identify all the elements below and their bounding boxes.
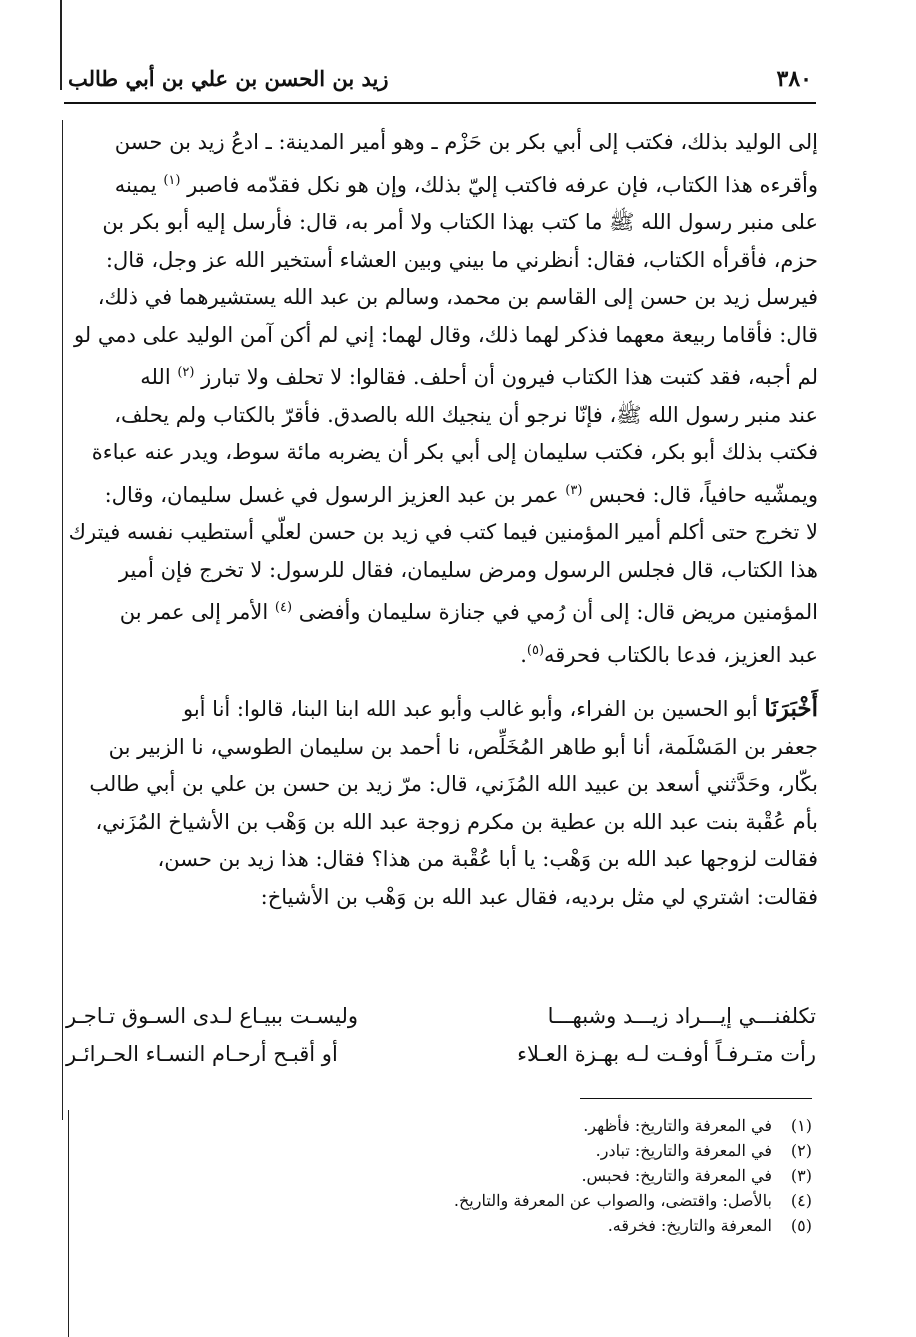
footnote-item: (٢)في المعرفة والتاريخ: تبادر. xyxy=(595,1141,812,1160)
body-line: ويمشّيه حافياً، قال: فحبس $^{(٣)}$ عمر بن عبد العزيز الرسول في غسل سليمان، وقال: xyxy=(104,482,818,507)
poem-hemistich-first: رأت متـرفـاً أوفـت لـه بهـزة العـلاء xyxy=(517,1042,816,1066)
running-title: زيد بن الحسن بن علي بن أبي طالب xyxy=(68,66,389,91)
body-line: لم أجبه، فقد كتبت هذا الكتاب فيرون أن أحلف. فقالوا: لا تحلف ولا تبارز $^{(٢)}$ الله xyxy=(140,365,818,389)
page-header xyxy=(64,62,816,104)
footnote-mark: (٥) xyxy=(526,642,545,658)
akhbarana-keyword: أَخْبَرَنَا xyxy=(764,695,818,722)
body-line: عبد العزيز، فدعا بالكتاب فحرقه$^{(٥)}$. xyxy=(520,642,818,667)
footnote-divider xyxy=(580,1098,812,1099)
body-line: أَخْبَرَنَا أبو الحسين بن الفراء، وأبو غالب وأبو عبد الله ابنا البنا، قالوا: أنا أبو xyxy=(182,695,818,722)
body-line: بكّار، وحَدَّثني أسعد بن عبيد الله المُزَني، قال: مرّ زيد بن حسن بن علي بن أبي طالب xyxy=(89,772,818,796)
body-line: إلى الوليد بذلك، فكتب إلى أبي بكر بن حَزْم ـ وهو أمير المدينة: ـ ادعُ زيد بن حسن xyxy=(114,130,818,154)
poem-verse xyxy=(64,1004,818,1042)
footnote-item: (٣)في المعرفة والتاريخ: فحبس. xyxy=(581,1166,812,1185)
footnote-item: (٥)المعرفة والتاريخ: فخرقه. xyxy=(607,1216,812,1235)
body-line: فقالت لزوجها عبد الله بن وَهْب: يا أبا عُقْبة من هذا؟ فقال: هذا زيد بن حسن، xyxy=(157,847,818,871)
body-line: هذا الكتاب، قال فجلس الرسول ومرض سليمان، فقال للرسول: لا تخرج فإن أمير xyxy=(118,557,818,582)
body-line: فقالت: اشتري لي مثل برديه، فقال عبد الله بن وَهْب بن الأشياخ: xyxy=(260,884,818,909)
footnote-mark: (١) xyxy=(163,172,181,188)
body-line: لا تخرج حتى أكلم أمير المؤمنين فيما كتب في زيد بن حسن لعلّي أستطيب نفسه فيترك xyxy=(68,520,818,544)
body-line: جعفر بن المَسْلَمة، أنا أبو طاهر المُخَلِّص، نا أحمد بن سليمان الطوسي، نا الزبير بن xyxy=(108,734,818,759)
footnote-mark: (٣) xyxy=(565,482,583,498)
body-line: قال: فأقاما ربيعة معهما فذكر لهما ذلك، وقال لهما: إني لم أكن آمن الوليد على دمي لو xyxy=(73,322,818,347)
footnotes xyxy=(100,1116,812,1241)
poem-verse xyxy=(64,1042,818,1080)
scan-edge-line-top xyxy=(60,0,62,90)
body-line: وأقرءه هذا الكتاب، فإن عرفه فاكتب إليّ بذلك، وإن هو نكل فقدّمه فاصبر $^{(١)}$ يمينه xyxy=(114,172,818,197)
body-line: عند منبر رسول الله ﷺ، فإنّا نرجو أن ينجيك الله بالصدق. فأقرّ بالكتاب ولم يحلف، xyxy=(114,402,818,427)
scan-edge-line-bottom xyxy=(68,1110,69,1337)
body-line: حزم، فأقرأه الكتاب، فقال: أنظرني ما بيني وبين العشاء أستخير الله عز وجل، قال: xyxy=(105,247,818,272)
poem-hemistich-second: وليسـت ببيـاع لـدى السـوق تـاجـر xyxy=(66,1004,359,1028)
footnote-item: (١)في المعرفة والتاريخ: فأظهر. xyxy=(583,1116,812,1135)
body-line: فكتب بذلك أبو بكر، فكتب سليمان إلى أبي بكر أن يضربه مائة سوط، ويدر عنه عباءة xyxy=(91,440,818,464)
footnote-mark: (٢) xyxy=(177,365,195,380)
main-text xyxy=(64,124,818,916)
body-line: على منبر رسول الله ﷺ ما كتب بهذا الكتاب ولا أمر به، قال: فأرسل إليه أبو بكر بن xyxy=(102,210,818,234)
footnote-mark: (٤) xyxy=(274,600,293,615)
poem xyxy=(64,1004,818,1080)
poem-hemistich-first: تكلفنـــي إيـــراد زيـــد وشبهـــا xyxy=(547,1004,816,1028)
poem-hemistich-second: أو أقبـح أرحـام النسـاء الحـرائـر xyxy=(66,1042,338,1066)
page-number: ٣٨٠ xyxy=(776,66,812,92)
footnote-item: (٤)بالأصل: واقتضى، والصواب عن المعرفة والتاريخ. xyxy=(453,1191,812,1210)
body-line: بأم عُقْبة بنت عبد الله بن عطية بن مكرم زوجة عبد الله بن وَهْب بن الأشياخ المُزَني، xyxy=(95,809,818,834)
body-line: فيرسل زيد بن حسن إلى القاسم بن محمد، وسالم بن عبد الله يستشيرهما في ذلك، xyxy=(97,285,818,309)
body-line: المؤمنين مريض قال: إلى أن رُمي في جنازة سليمان وأفضى $^{(٤)}$ الأمر إلى عمر بن xyxy=(119,600,818,624)
scan-edge-line-middle xyxy=(62,120,63,1120)
